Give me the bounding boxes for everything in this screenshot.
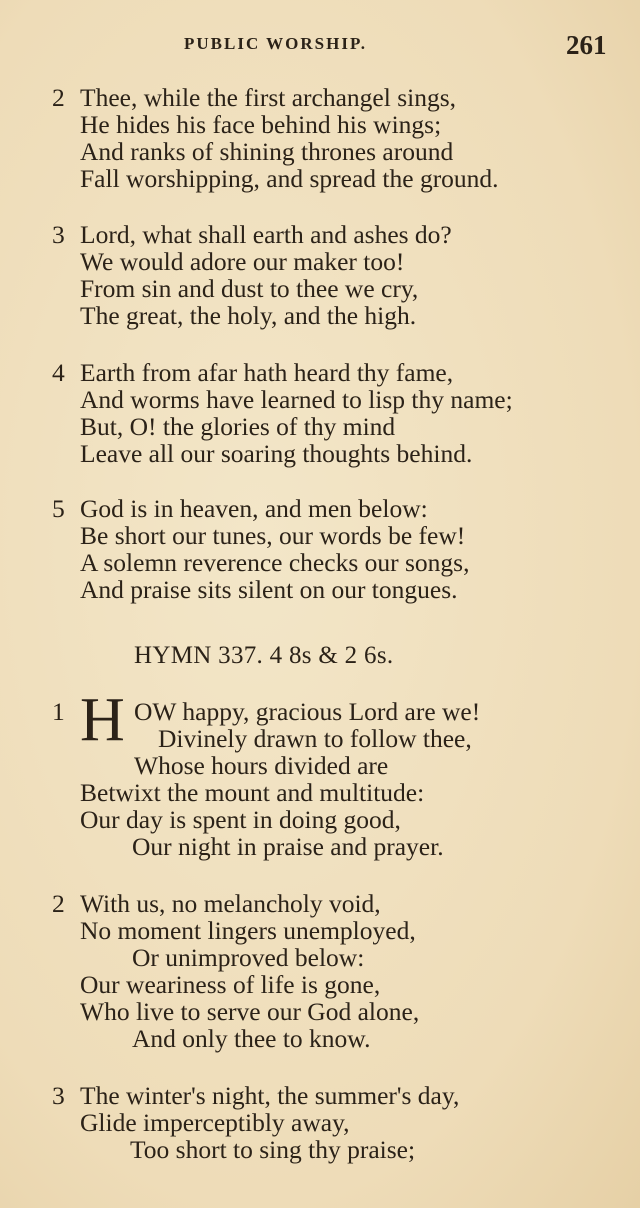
stanza-number: 3 [52,220,65,249]
stanza-number: 2 [52,889,65,918]
verse-line: But, O! the glories of thy mind [80,412,396,441]
verse-line: Whose hours divided are [134,751,389,780]
stanza-number: 2 [52,83,65,112]
verse-line: Who live to serve our God alone, [80,997,420,1026]
verse-line: God is in heaven, and men below: [80,494,428,523]
running-head: PUBLIC WORSHIP. [184,34,368,53]
verse-line: Too short to sing thy praise; [130,1135,416,1164]
page-number: 261 [566,30,607,60]
verse-line: Thee, while the first archangel sings, [80,83,457,112]
verse-line: Our night in praise and prayer. [132,832,444,861]
verse-line: And ranks of shining thrones around [80,137,454,166]
verse-line: The winter's night, the summer's day, [80,1081,460,1110]
drop-cap: H [80,686,125,754]
verse-line: Glide imperceptibly away, [80,1108,350,1137]
stanza-number: 3 [52,1081,65,1110]
verse-line: Be short our tunes, our words be few! [80,521,466,550]
verse-line: OW happy, gracious Lord are we! [134,697,481,726]
stanza-number: 4 [52,358,65,387]
verse-line: Our day is spent in doing good, [80,805,401,834]
verse-line: Or unimproved below: [132,943,365,972]
verse-line: We would adore our maker too! [80,247,405,276]
verse-line: Leave all our soaring thoughts behind. [80,439,473,468]
stanza-number: 1 [52,697,65,726]
verse-line: No moment lingers unemployed, [80,916,416,945]
verse-line: He hides his face behind his wings; [80,110,442,139]
verse-line: Our weariness of life is gone, [80,970,381,999]
verse-line: Fall worshipping, and spread the ground. [80,164,499,193]
verse-line: With us, no melancholy void, [80,889,381,918]
verse-line: Betwixt the mount and multitude: [80,778,425,807]
verse-line: The great, the holy, and the high. [80,301,417,330]
verse-line: And worms have learned to lisp thy name; [80,385,513,414]
verse-line: A solemn reverence checks our songs, [80,548,470,577]
verse-line: Lord, what shall earth and ashes do? [80,220,452,249]
verse-line: Divinely drawn to follow thee, [158,724,472,753]
hymn-heading: HYMN 337. 4 8s & 2 6s. [134,642,394,669]
stanza-number: 5 [52,494,65,523]
verse-line: And only thee to know. [132,1024,371,1053]
verse-line: From sin and dust to thee we cry, [80,274,419,303]
verse-line: Earth from afar hath heard thy fame, [80,358,454,387]
verse-line: And praise sits silent on our tongues. [80,575,458,604]
